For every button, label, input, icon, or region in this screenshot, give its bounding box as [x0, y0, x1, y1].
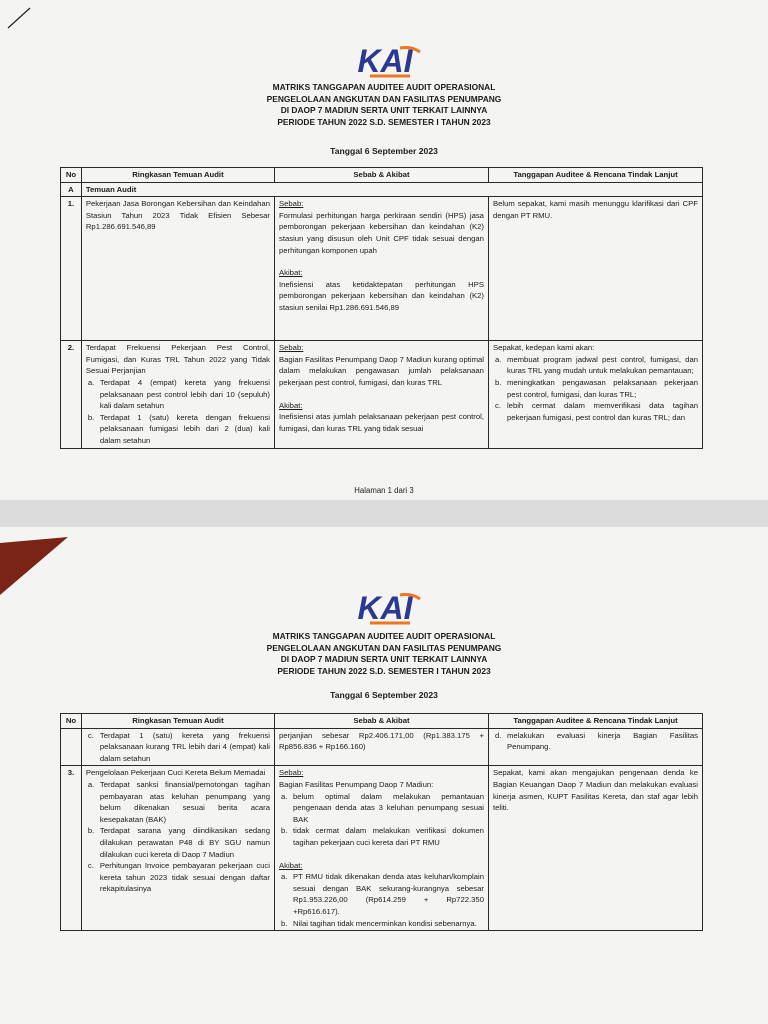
row-1-no: 1. — [61, 197, 82, 341]
row-2-tanggapan — [488, 341, 702, 448]
list-item: a. membuat program jadwal pest control, fumigasi, dan kuras TRL yang mudah untuk melakukan pemantauan; — [494, 354, 698, 376]
document-title — [180, 631, 588, 677]
kai-logo — [340, 42, 430, 78]
sebab-label: Sebab: — [278, 343, 304, 353]
list-item: c. lebih cermat dalam memverifikasi data tagihan pekerjaan fumigasi, pest control dan kuras TRL; dan — [494, 401, 698, 422]
title-line-4: PERIODE TAHUN 2022 S.D. SEMESTER I TAHUN 2023 — [277, 116, 491, 127]
section-a-no: A — [61, 182, 82, 197]
list-item: c. Terdapat 1 (satu) kereta yang frekuensi pelaksanaan kurang TRL lebih dari 4 (empat) kali dalam setahun — [87, 730, 270, 763]
list-item: a. Terdapat 4 (empat) kereta yang frekuensi pelaksanaan pest control lebih dari 10 (sepuluh) kali dalam setahun — [87, 377, 270, 411]
list-item: d. melakukan evaluasi kinerja Bagian Fasilitas Penumpang. — [494, 730, 698, 752]
table-row-1 — [61, 197, 703, 341]
row-2-ringkasan-text: Terdapat Frekuensi Pekerjaan Pest Control, Fumigasi, dan Kuras TRL Tahun 2022 yang Tidak Sesuai Perjanjian — [85, 343, 270, 376]
list-item: a. belum optimal dalam melakukan pemantauan pengenaan denda atas 3 keluhan penumpang sesuai BAK — [280, 791, 484, 824]
row-2-cont-tanggapan — [488, 728, 702, 766]
title-line-4: PERIODE TAHUN 2022 S.D. SEMESTER I TAHUN 2023 — [277, 665, 491, 676]
row-2-sebab-text: Bagian Fasilitas Penumpang Daop 7 Madiun kurang optimal dalam melakukan pengawasan jumlah pelaksanaan pekerjaan pest control, fumigasi, dan kuras TRL — [278, 354, 484, 387]
pen-mark — [0, 0, 60, 30]
sebab-label: Sebab: — [278, 768, 304, 778]
list-item: b. Terdapat 1 (satu) kereta dengan frekuensi pelaksanaan fumigasi lebih dari 2 (dua) kali dalam setahun — [87, 412, 270, 445]
title-line-3: DI DAOP 7 MADIUN SERTA UNIT TERKAIT LAINNYA — [280, 105, 488, 116]
page-corner-shadow — [0, 537, 70, 597]
list-item: c. Perhitungan Invoice pembayaran pekerjaan cuci kereta tahun 2023 tidak sesuai dengan daftar rekapitulasinya — [87, 861, 270, 894]
akibat-label: Akibat: — [278, 400, 303, 410]
table-row-2-continued — [61, 728, 703, 766]
row-1-sebab-akibat — [274, 197, 488, 341]
list-item: b. meningkatkan pengawasan pelaksanaan pekerjaan pest control, fumigasi, dan kuras TRL; — [494, 377, 698, 399]
row-2-tanggapan-intro: Sepakat, kedepan kami akan: — [492, 343, 595, 353]
row-2-sebab-akibat — [274, 341, 488, 448]
svg-text:KAI: KAI — [357, 43, 413, 78]
row-2-cont-ringkasan — [81, 728, 274, 766]
row-2-cont-sebab: perjanjian sebesar Rp2.406.171,00 (Rp1.383.175 + Rp856.836 + Rp166.160) — [274, 728, 488, 766]
row-2-cont-no — [61, 728, 82, 766]
list-item: b. Terdapat sarana yang diindikasikan sedang dilakukan perawatan P48 di BY SGU namun dilakukan cuci kereta di Daop 7 Madiun — [87, 826, 270, 859]
header-ringkasan: Ringkasan Temuan Audit — [81, 168, 274, 183]
title-line-1: MATRIKS TANGGAPAN AUDITEE AUDIT OPERASIONAL — [272, 82, 496, 92]
document-title — [180, 82, 588, 128]
row-1-akibat-text: Inefisiensi atas ketidaktepatan perhitungan HPS pemborongan pekerjaan kebersihan dan keindahan (K2) stasiun senilai Rp1.286.691.546,89 — [278, 279, 484, 312]
row-3-sebab-list — [279, 791, 484, 849]
row-3-ringkasan — [81, 766, 274, 931]
row-3-sebab-akibat — [274, 766, 488, 931]
section-a-label: Temuan Audit — [81, 182, 702, 197]
list-item: b. tidak cermat dalam melakukan verifikasi dokumen tagihan pekerjaan cuci kereta dari PT RMU — [280, 826, 484, 847]
title-line-3: DI DAOP 7 MADIUN SERTA UNIT TERKAIT LAINNYA — [280, 654, 488, 665]
row-2-ringkasan — [81, 341, 274, 448]
row-2-akibat-text: Inefisiensi atas jumlah pelaksanaan pekerjaan pest control, fumigasi, dan kuras TRL yang tidak sesuai — [278, 412, 484, 433]
row-2-ringkasan-list — [86, 377, 270, 447]
title-line-1: MATRIKS TANGGAPAN AUDITEE AUDIT OPERASIONAL — [272, 631, 496, 641]
row-1-sebab-text: Formulasi perhitungan harga perkiraan sendiri (HPS) jasa pemborongan pekerjaan kebersihan dan keindahan (K2) stasiun yang disusun oleh Unit CPF tidak sesuai dengan perhitungan komponen upah — [278, 210, 484, 255]
header-no: No — [61, 168, 82, 183]
header-sebab-akibat: Sebab & Akibat — [274, 168, 488, 183]
row-2-no: 2. — [61, 341, 82, 448]
list-item: a. PT RMU tidak dikenakan denda atas keluhan/komplain sesuai dengan BAK sekurang-kurangnya sebesar Rp1.953.226,00 (Rp614.259 + Rp722.350 +Rp616.617). — [280, 872, 484, 916]
akibat-label: Akibat: — [278, 268, 303, 278]
row-3-tanggapan: Sepakat, kami akan mengajukan pengenaan denda ke Bagian Keuangan Daop 7 Madiun dan melakukan evaluasi kinerja asmen, KUPT Fasilitas Kereta, dan staf agar lebih teliti. — [488, 766, 702, 931]
svg-text:KAI: KAI — [357, 590, 413, 625]
header-ringkasan: Ringkasan Temuan Audit — [81, 714, 274, 729]
page-footer: Halaman 1 dari 3 — [354, 486, 414, 495]
row-3-ringkasan-text: Pengelolaan Pekerjaan Cuci Kereta Belum Memadai — [85, 768, 266, 778]
akibat-label: Akibat: — [278, 860, 303, 870]
title-line-2: PENGELOLAAN ANGKUTAN DAN FASILITAS PENUMPANG — [266, 642, 502, 653]
list-item: a. Terdapat sanksi finansial/pemotongan tagihan pembayaran atas keluhan penumpang yang belum dikenakan sesuai berita acara kesepakatan (BAK) — [87, 779, 270, 824]
findings-table-page-1 — [60, 167, 703, 449]
table-header-row — [61, 168, 703, 183]
header-tanggapan: Tanggapan Auditee & Rencana Tindak Lanjut — [488, 714, 702, 729]
header-sebab-akibat: Sebab & Akibat — [274, 714, 488, 729]
sebab-label: Sebab: — [278, 199, 304, 209]
row-2-cont-ringkasan-list — [86, 730, 270, 765]
document-date: Tanggal 6 September 2023 — [330, 690, 438, 700]
row-3-ringkasan-list — [86, 779, 270, 895]
table-header-row — [61, 714, 703, 729]
findings-table-page-2 — [60, 713, 703, 931]
row-3-no: 3. — [61, 766, 82, 931]
row-1-tanggapan: Belum sepakat, kami masih menunggu klarifikasi dari CPF dengan PT RMU. — [488, 197, 702, 341]
row-3-akibat-list — [279, 871, 484, 929]
row-1-ringkasan: Pekerjaan Jasa Borongan Kebersihan dan Keindahan Stasiun Tahun 2023 Tidak Efisien Sebesar Rp1.286.691.546,89 — [81, 197, 274, 341]
header-tanggapan: Tanggapan Auditee & Rencana Tindak Lanjut — [488, 168, 702, 183]
table-row-3 — [61, 766, 703, 931]
row-3-sebab-intro: Bagian Fasilitas Penumpang Daop 7 Madiun: — [278, 779, 434, 789]
header-no: No — [61, 714, 82, 729]
title-line-2: PENGELOLAAN ANGKUTAN DAN FASILITAS PENUMPANG — [266, 93, 502, 104]
list-item: b. Nilai tagihan tidak mencerminkan kondisi sebenarnya. — [280, 918, 477, 928]
row-2-tanggapan-list — [493, 354, 698, 424]
document-page-1 — [0, 0, 768, 500]
row-2-cont-tanggapan-list — [493, 730, 698, 753]
document-date: Tanggal 6 September 2023 — [330, 146, 438, 156]
table-row-2 — [61, 341, 703, 448]
section-row-a — [61, 182, 703, 197]
document-page-2 — [0, 527, 768, 1024]
kai-logo — [340, 589, 430, 625]
